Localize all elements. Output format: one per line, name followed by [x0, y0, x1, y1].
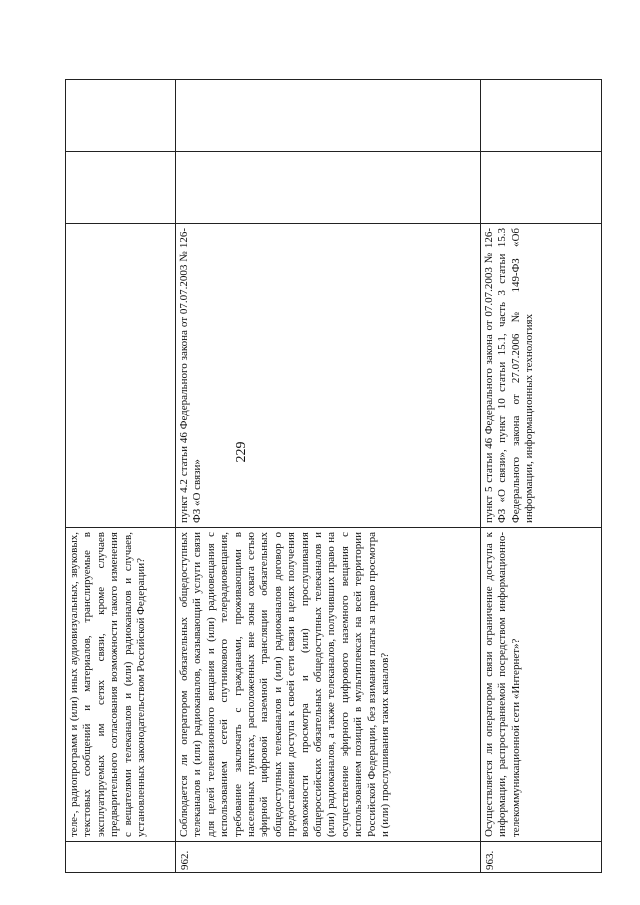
table-row: [176, 80, 481, 873]
empty-cell: [176, 152, 481, 224]
row-number: [66, 842, 176, 873]
question-cell: Соблюдается ли оператором обязательных общедоступных телеканалов и (или) радиоканалов, оказывающий услуги связи для целей телевизионного вещания и (или) радиовещания с использованием сетей спутникового телерадиовещания, требование заключать с гражданами, проживающими в населенных пунктах, расположенных вне зоны охвата сетью эфирной цифровой наземной трансляции обязательных общедоступных телеканалов и (или) радиоканалов договор о предоставлении доступа к своей сети связи в целях получения возможности просмотра и (или) прослушивания общероссийских обязательных общедоступных телеканалов и (или) радиоканалов, а также телеканалов, получивших право на осуществление эфирного цифрового наземного вещания с использованием позиций в мультиплексах на всей территории Российской Федерации, без взимания платы за право просмотра и (или) прослушивания таких каналов?: [176, 528, 481, 842]
legal-basis-cell: пункт 5 статьи 46 Федерального закона от 07.07.2003 № 126-ФЗ «О связи», пункт 10 статьи 15.1, часть 3 статьи 15.3 Федерального закона от 27.07.2006 № 149-ФЗ «Об информации, информационных технологиях: [481, 224, 602, 528]
checklist-table-container: [65, 85, 601, 873]
row-number: 963.: [481, 842, 602, 873]
question-cell: теле-, радиопрограмм и (или) иных аудиовизуальных, звуковых, текстовых сообщений и материалов, транслируемые в эксплуатируемых им сетях связи, кроме случаев предварительного согласования возможности такого изменения с вещателями телеканалов и (или) радиоканалов и случаев, установленных законодательством Российской Федерации?: [66, 528, 176, 842]
empty-cell: [481, 80, 602, 152]
legal-basis-cell: [66, 224, 176, 528]
table-row: [66, 80, 176, 873]
empty-cell: [66, 80, 176, 152]
legal-basis-cell: пункт 4.2 статьи 46 Федерального закона от 07.07.2003 № 126-ФЗ «О связи»: [176, 224, 481, 528]
empty-cell: [66, 152, 176, 224]
rotated-page-content: [65, 85, 601, 873]
table-row: [481, 80, 602, 873]
question-cell: Осуществляется ли оператором связи ограничение доступа к информации, распространяемой посредством информационно-телекоммуникационной сети «Интернет»?: [481, 528, 602, 842]
empty-cell: [176, 80, 481, 152]
page-number: 229: [234, 441, 249, 463]
empty-cell: [481, 152, 602, 224]
row-number: 962.: [176, 842, 481, 873]
checklist-table: [65, 79, 602, 873]
